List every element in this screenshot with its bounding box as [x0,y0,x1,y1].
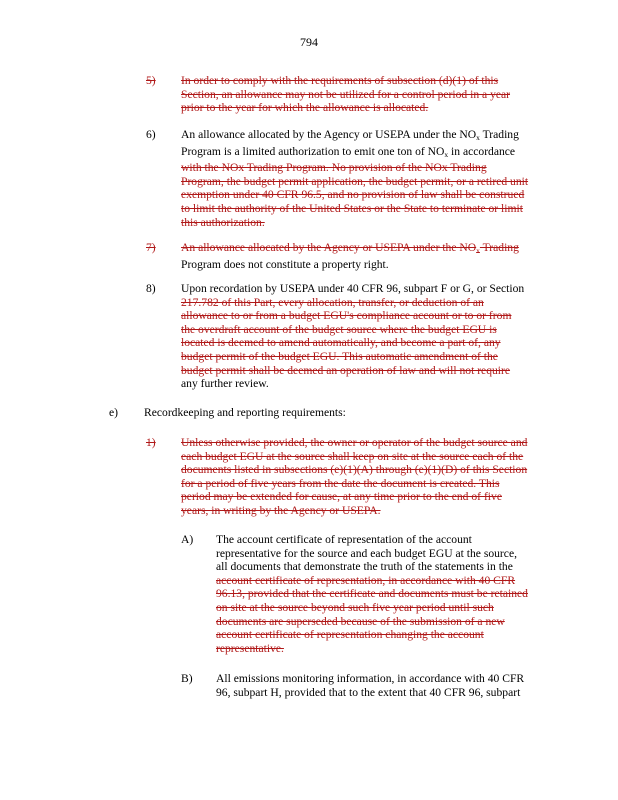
item-e-1-line: documents listed in subsections (e)(1)(A) through (e)(1)(D) of this Section [181,463,528,477]
item-8-number: 8) [146,282,156,295]
item-7-line-1-text: An allowance allocated by the Agency or USEPA under the NO [181,241,477,254]
item-e-1-number: 1) [146,436,156,449]
page-number: 794 [300,35,318,49]
item-e-1-A-line: all documents that demonstrate the truth of the statements in the [216,560,513,574]
item-7-line-1 [181,241,519,258]
item-7-text [181,241,519,271]
item-e-1-A-text [216,533,528,655]
item-6-struck-line: to limit the authority of the United States or the State to terminate or limit [181,201,523,215]
item-7-line-2: Program does not constitute a property right. [181,257,389,271]
item-8-struck-line: located is deemed to amend automatically, and become a part of, any [181,336,501,350]
item-6-line-1 [181,128,528,145]
item-e-1-B-text [216,672,524,699]
item-e-1-A-struck-line: 96.13, provided that the certificate and documents must be retained [216,587,528,601]
item-6-struck-line: Program, the budget permit application, the budget permit, or a retired unit [181,174,529,188]
item-e-1-A-line: representative for the source and each budget EGU at the source, [216,546,517,560]
item-5-text [181,74,510,115]
item-e-1-B-line: 96, subpart H, provided that to the extent that 40 CFR 96, subpart [216,685,521,699]
item-e-1-A-struck-line: representative. [216,641,284,655]
item-e-1-A-number: A) [181,533,194,546]
item-e-1-B-number: B) [181,672,193,685]
item-e-1-A-struck-line: account certificate of representation changing the account [216,628,484,642]
item-8-struck-line: allowance to or from a budget EGU's compliance account or to or from [181,309,512,323]
item-5-line: In order to comply with the requirements of subsection (d)(1) of this [181,74,499,87]
item-6-struck-line: exemption under 40 CFR 96.5, and no provision of law shall be construed [181,188,525,202]
item-6-line-1-text: An allowance allocated by the Agency or USEPA under the NO [181,128,477,141]
section-e-number: e) [109,406,119,419]
subscript-x: x [444,149,449,159]
item-e-1-text [181,436,527,518]
item-6-number: 6) [146,128,156,141]
item-e-1-B-line: All emissions monitoring information, in accordance with 40 CFR [216,672,525,685]
subscript-x: x [476,246,480,255]
item-8-struck-line: 217.782 of this Part, every allocation, transfer, or deduction of an [181,295,484,309]
item-8-struck-line: budget permit of the budget EGU. This automatic amendment of the [181,349,498,363]
item-6-line-2-end: in accordance [448,144,516,158]
item-e-1-line: period may be extended for cause, at any time prior to the end of five [181,490,502,504]
item-6-line-2 [181,145,528,162]
item-5-line: Section, an allowance may not be utilized for a control period in a year [181,87,511,101]
item-8-text [181,282,524,391]
item-8-struck-line: the overdraft account of the budget source where the budget EGU is [181,322,497,336]
item-e-1-line: each budget EGU at the source shall keep on site at the source each of the [181,449,524,463]
section-e-heading [144,406,346,420]
item-6-line-2-text: Program is a limited authorization to emit one ton of NO [181,144,445,158]
item-5-number: 5) [146,74,156,87]
item-e-1-line: Unless otherwise provided, the owner or operator of the budget source and [181,436,528,449]
item-6-struck-line: this authorization. [181,215,265,229]
item-8-last-line: any further review. [181,377,269,391]
item-6-line-1-end: Trading [479,128,519,141]
item-e-1-A-struck-line: on site at the source beyond such five year period until such [216,600,494,614]
item-5-line: prior to the year for which the allowance is allocated. [181,101,429,115]
item-8-line-1: Upon recordation by USEPA under 40 CFR 96, subpart F or G, or Section [181,282,525,295]
item-e-1-A-struck-line: account certificate of representation, in accordance with 40 CFR [216,573,516,587]
item-7-line-1-end: Trading [479,241,519,254]
item-6-text [181,128,528,229]
item-7-number: 7) [146,241,156,254]
item-e-1-A-struck-line: documents are superseded because of the submission of a new [216,614,505,628]
item-e-1-line: years, in writing by the Agency or USEPA. [181,503,381,517]
section-e-text: Recordkeeping and reporting requirements: [144,406,346,419]
item-e-1-line: for a period of five years from the date the document is created. This [181,476,500,490]
subscript-x: x [476,133,480,142]
item-6-struck-line: with the NOx Trading Program. No provision of the NOx Trading [181,161,487,175]
item-8-struck-line: budget permit shall be deemed an operation of law and will not require [181,363,511,377]
item-e-1-A-line: The account certificate of representation of the account [216,533,472,546]
